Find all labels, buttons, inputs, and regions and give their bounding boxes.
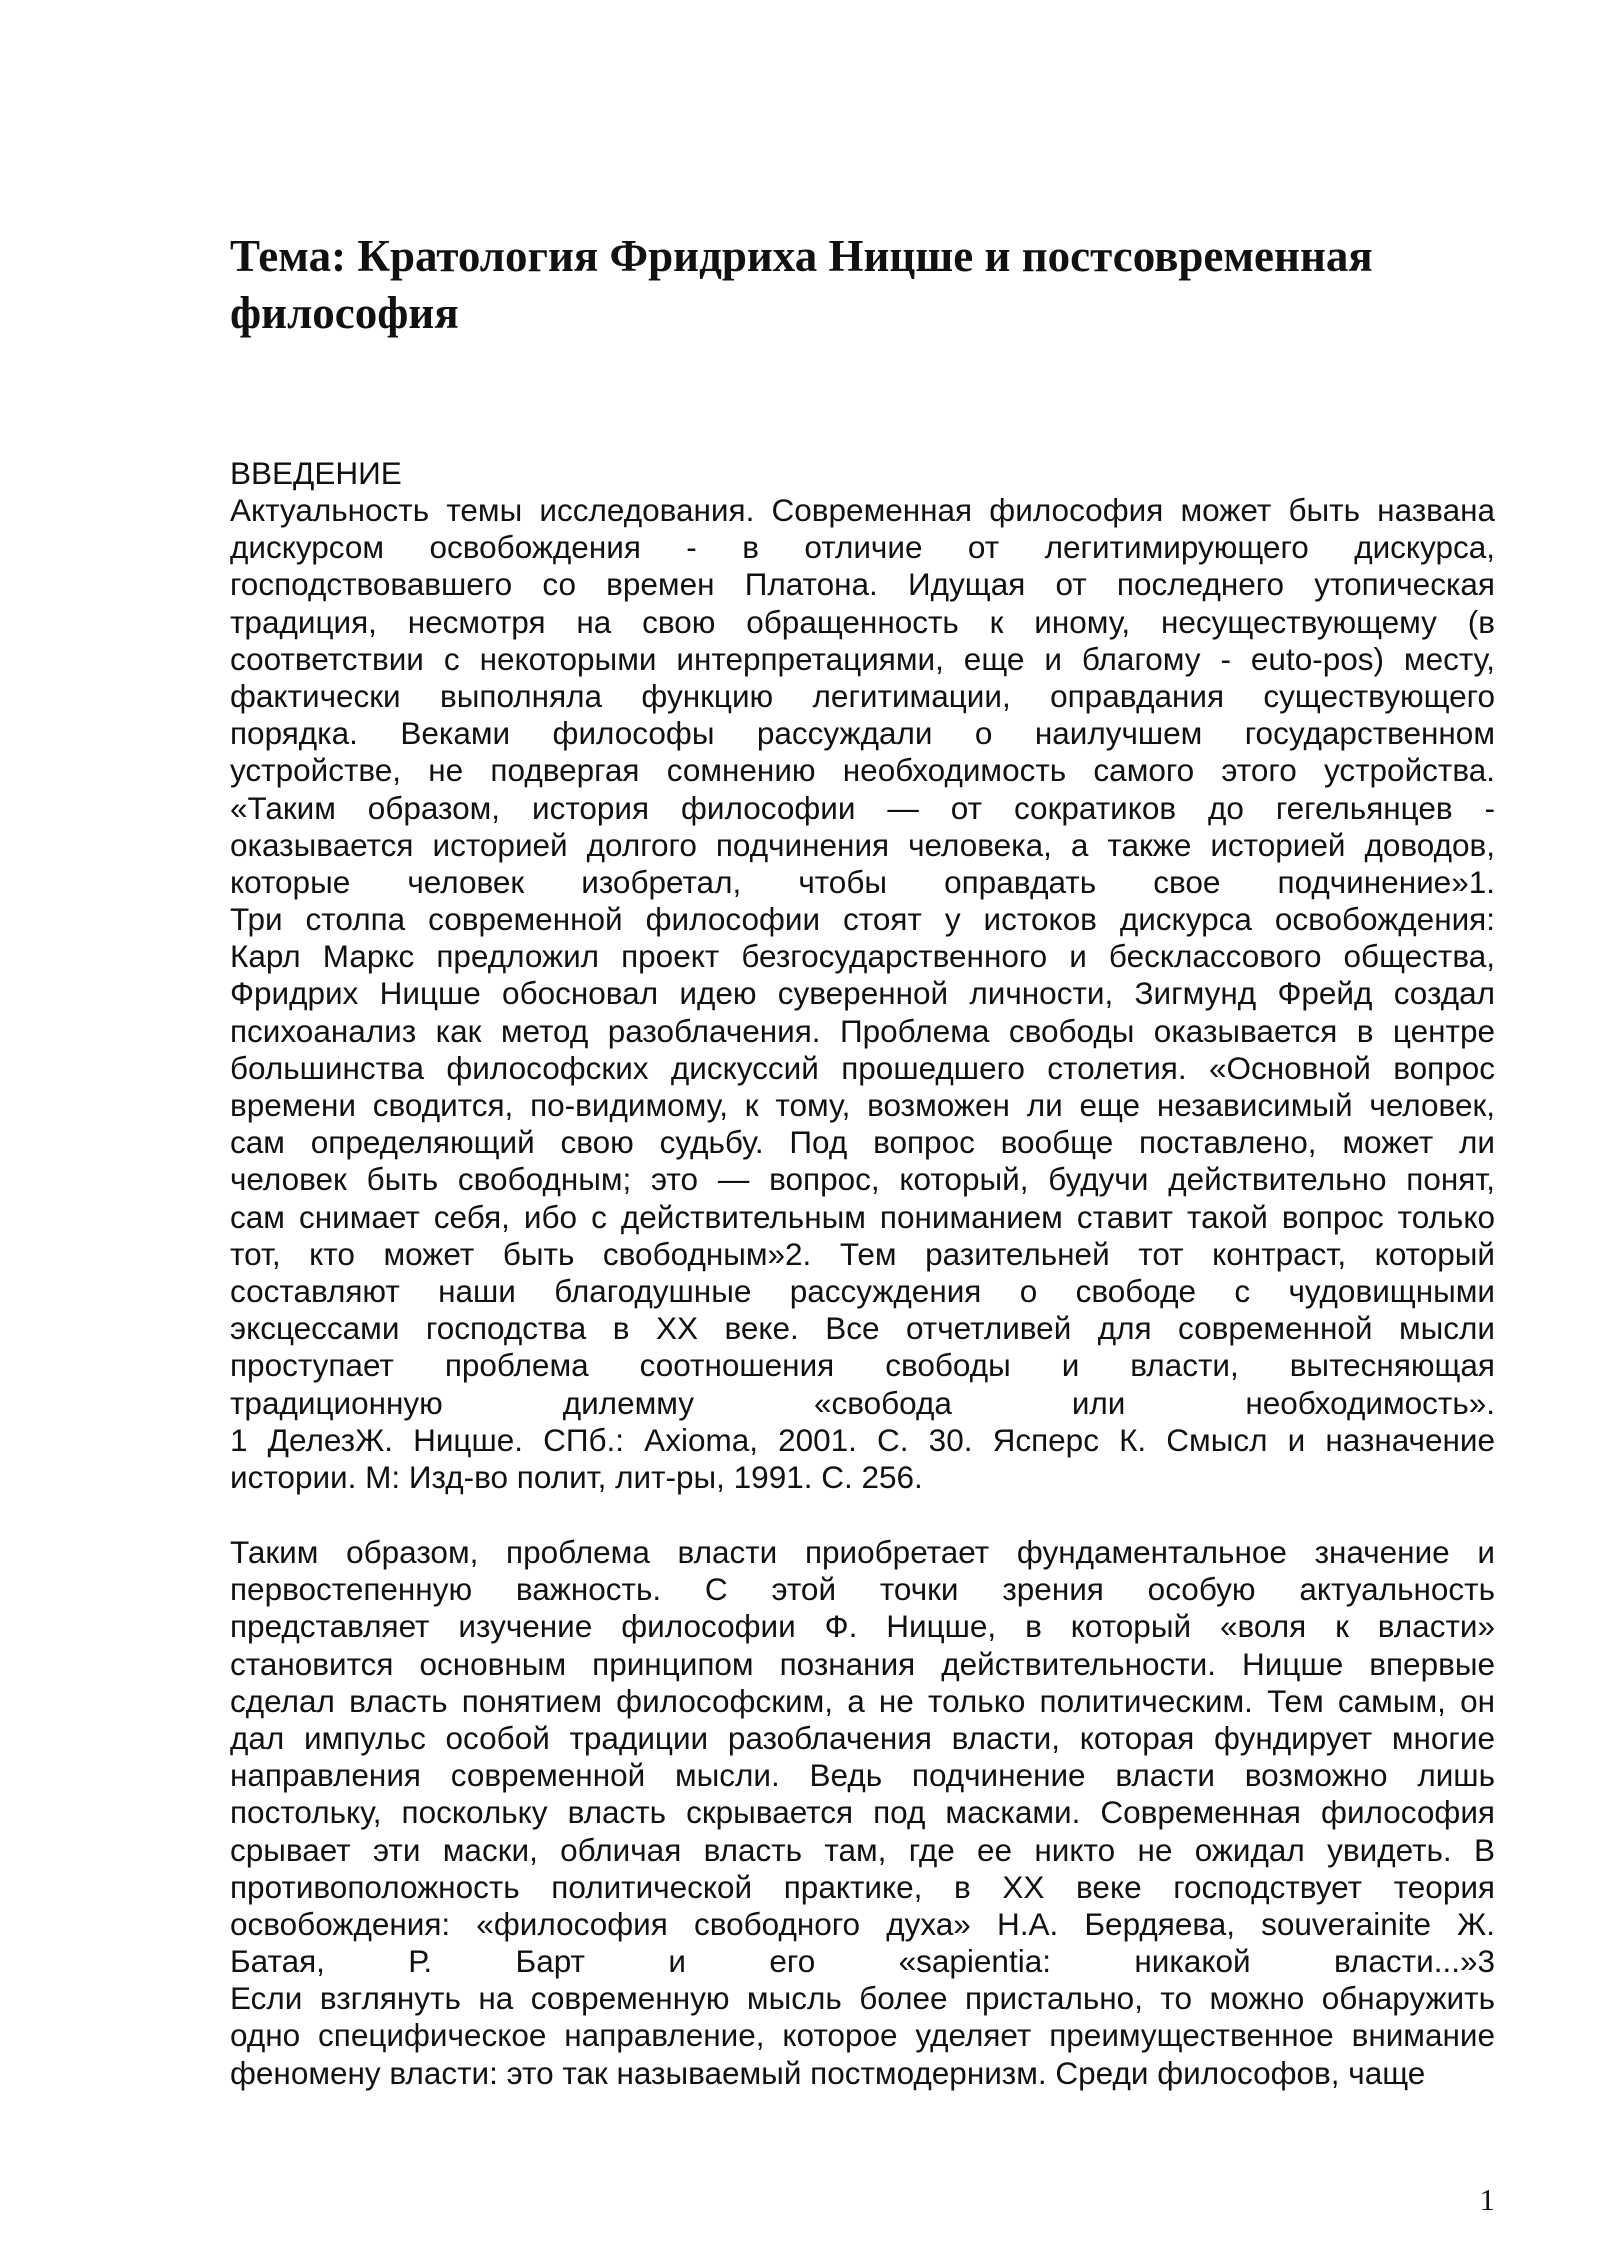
document-title: Тема: Кратология Фридриха Ницше и постсовременная философия	[230, 231, 1373, 338]
text-line: Таким образом, проблема власти приобретает фундаментальное значение и	[230, 1534, 1495, 1570]
text-line: господствовавшего со времен Платона. Идущая от последнего утопическая	[230, 566, 1495, 603]
text-line: большинства философских дискуссий прошедшего столетия. «Основной вопрос	[230, 1049, 1495, 1086]
text-line: которые человек изобретал, чтобы оправдать свое подчинение»1.	[230, 863, 1495, 900]
text-line: оказывается историей долгого подчинения человека, а также историей доводов,	[230, 826, 1495, 863]
text-line: становится основным принципом познания действительности. Ницше впервые	[230, 1645, 1495, 1682]
page-number: 1	[1479, 2182, 1495, 2217]
text-line: соответствии с некоторыми интерпретациями, еще и благому - euto-pos) месту,	[230, 640, 1495, 677]
text-line: Три столпа современной философии стоят у истоков дискурса освобождения:	[230, 901, 1495, 938]
text-line: истории. М: Изд-во полит, лит-ры, 1991. С. 256.	[230, 1458, 923, 1495]
text-line: Карл Маркс предложил проект безгосударственного и бесклассового общества,	[230, 938, 1495, 975]
text-line: устройстве, не подвергая сомнению необходимость самого этого устройства.	[230, 752, 1495, 789]
text-line: представляет изучение философии Ф. Ницше, в который «воля к власти»	[230, 1608, 1495, 1645]
text-line: Фридрих Ницше обосновал идею суверенной личности, Зигмунд Фрейд создал	[230, 975, 1495, 1012]
paragraph-introduction	[230, 492, 1495, 1496]
text-line: первостепенную важность. С этой точки зрения особую актуальность	[230, 1571, 1495, 1608]
text-line: феномену власти: это так называемый постмодернизм. Среди философов, чаще	[230, 2054, 1426, 2091]
text-line: составляют наши благодушные рассуждения о свободе с чудовищными	[230, 1272, 1495, 1309]
text-line: освобождения: «философия свободного духа» Н.А. Бердяева, souverainite Ж.	[230, 1905, 1495, 1942]
text-line: порядка. Веками философы рассуждали о наилучшем государственном	[230, 715, 1495, 752]
text-line: фактически выполняла функцию легитимации, оправдания существующего	[230, 677, 1495, 714]
text-line: Батая, Р. Барт и его «sapientia: никакой власти...»3	[230, 1943, 1495, 1980]
text-line: сам определяющий свою судьбу. Под вопрос вообще поставлено, может ли	[230, 1124, 1495, 1161]
text-line: направления современной мысли. Ведь подчинение власти возможно лишь	[230, 1757, 1495, 1794]
section-heading-introduction: ВВЕДЕНИЕ	[230, 455, 402, 491]
text-line: психоанализ как метод разоблачения. Проблема свободы оказывается в центре	[230, 1012, 1495, 1049]
text-line: времени сводится, по-видимому, к тому, возможен ли еще независимый человек,	[230, 1087, 1495, 1123]
text-line: традиция, несмотря на свою обращенность к иному, несуществующему (в	[230, 603, 1495, 640]
text-line: традиционную дилемму «свобода или необходимость».	[230, 1384, 1495, 1421]
text-line: дискурсом освобождения - в отличие от легитимирующего дискурса,	[230, 529, 1495, 566]
text-line: человек быть свободным; это — вопрос, который, будучи действительно понят,	[230, 1161, 1495, 1198]
text-line: противоположность политической практике, в XX веке господствует теория	[230, 1868, 1495, 1905]
text-line: 1 ДелезЖ. Ницше. СПб.: Axioma, 2001. С. 30. Ясперс К. Смысл и назначение	[230, 1421, 1495, 1458]
paragraph-power-problem	[230, 1534, 1495, 2092]
text-line: постольку, поскольку власть скрывается под масками. Современная философия	[230, 1794, 1495, 1831]
text-line: сделал власть понятием философским, а не только политическим. Тем самым, он	[230, 1682, 1495, 1719]
text-line: эксцессами господства в XX веке. Все отчетливей для современной мысли	[230, 1310, 1495, 1347]
text-line: срывает эти маски, обличая власть там, где ее никто не ожидал увидеть. В	[230, 1831, 1495, 1868]
text-line: проступает проблема соотношения свободы и власти, вытесняющая	[230, 1347, 1495, 1384]
text-line: Актуальность темы исследования. Современная философия может быть названа	[230, 492, 1495, 528]
text-line: Если взглянуть на современную мысль более пристально, то можно обнаружить	[230, 1980, 1495, 2017]
text-line: тот, кто может быть свободным»2. Тем разительней тот контраст, который	[230, 1235, 1495, 1272]
text-line: сам снимает себя, ибо с действительным пониманием ставит такой вопрос только	[230, 1198, 1495, 1235]
text-line: одно специфическое направление, которое уделяет преимущественное внимание	[230, 2017, 1495, 2054]
text-line: «Таким образом, история философии — от сократиков до гегельянцев -	[230, 789, 1495, 826]
text-line: дал импульс особой традиции разоблачения власти, которая фундирует многие	[230, 1719, 1495, 1756]
